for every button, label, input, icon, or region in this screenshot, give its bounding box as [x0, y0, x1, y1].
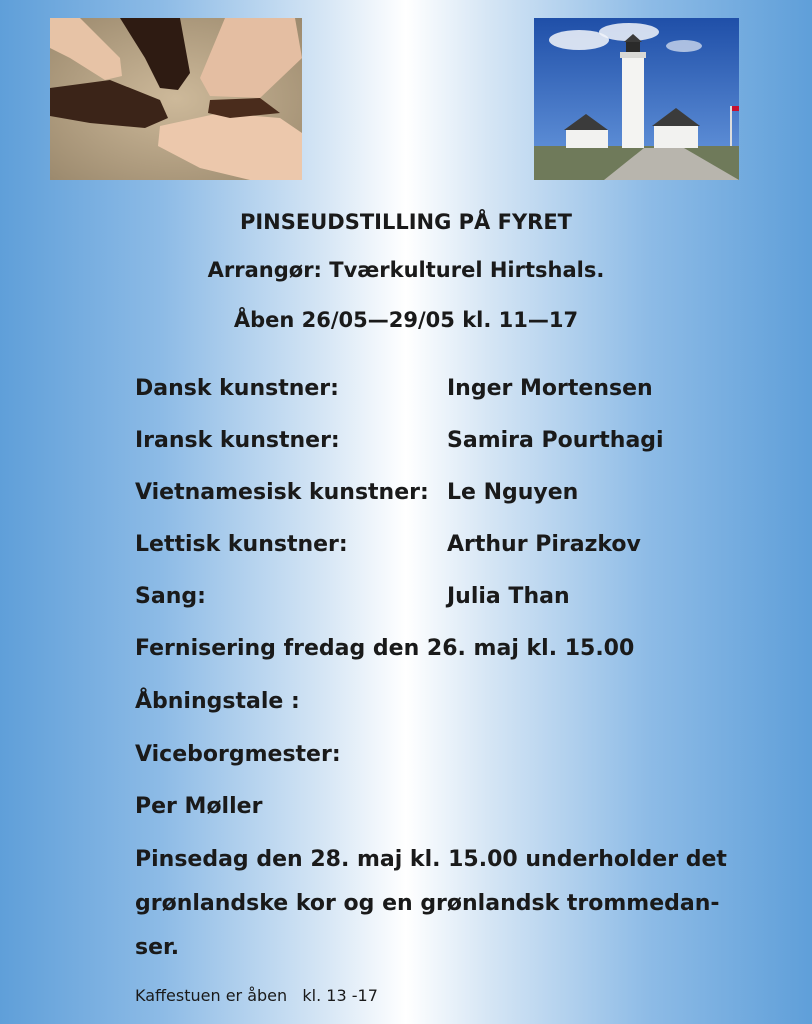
artist-role: Lettisk kunstner: [135, 532, 348, 557]
artist-name: Le Nguyen [447, 480, 579, 505]
artist-name: Julia Than [447, 584, 570, 609]
speech-label: Åbningstale : [135, 689, 300, 714]
feet-in-sand-photo [50, 18, 302, 180]
pentecost-paragraph: Pinsedag den 28. maj kl. 15.00 underholder det grønlandske kor og en grønlandsk trommedan-ser. [135, 847, 727, 960]
lighthouse-photo [534, 18, 739, 180]
speaker-name: Per Møller [135, 794, 263, 819]
artist-role: Iransk kunstner: [135, 428, 340, 453]
exhibition-title: PINSEUDSTILLING PÅ FYRET [239, 210, 573, 234]
opening-hours: Åben 26/05—29/05 kl. 11—17 [233, 308, 579, 332]
artist-role: Vietnamesisk kunstner: [135, 480, 429, 505]
cafe-hours: Kaffestuen er åben kl. 13 -17 [135, 986, 378, 1005]
artist-name: Inger Mortensen [447, 376, 653, 401]
artist-name: Samira Pourthagi [447, 428, 664, 453]
artist-name: Arthur Pirazkov [447, 532, 641, 557]
artist-role: Dansk kunstner: [135, 376, 339, 401]
vernissage-line: Fernisering fredag den 26. maj kl. 15.00 [135, 636, 635, 661]
speaker-title: Viceborgmester: [135, 742, 341, 767]
artist-role: Sang: [135, 584, 206, 609]
organizer-line: Arrangør: Tværkulturel Hirtshals. [207, 258, 605, 282]
